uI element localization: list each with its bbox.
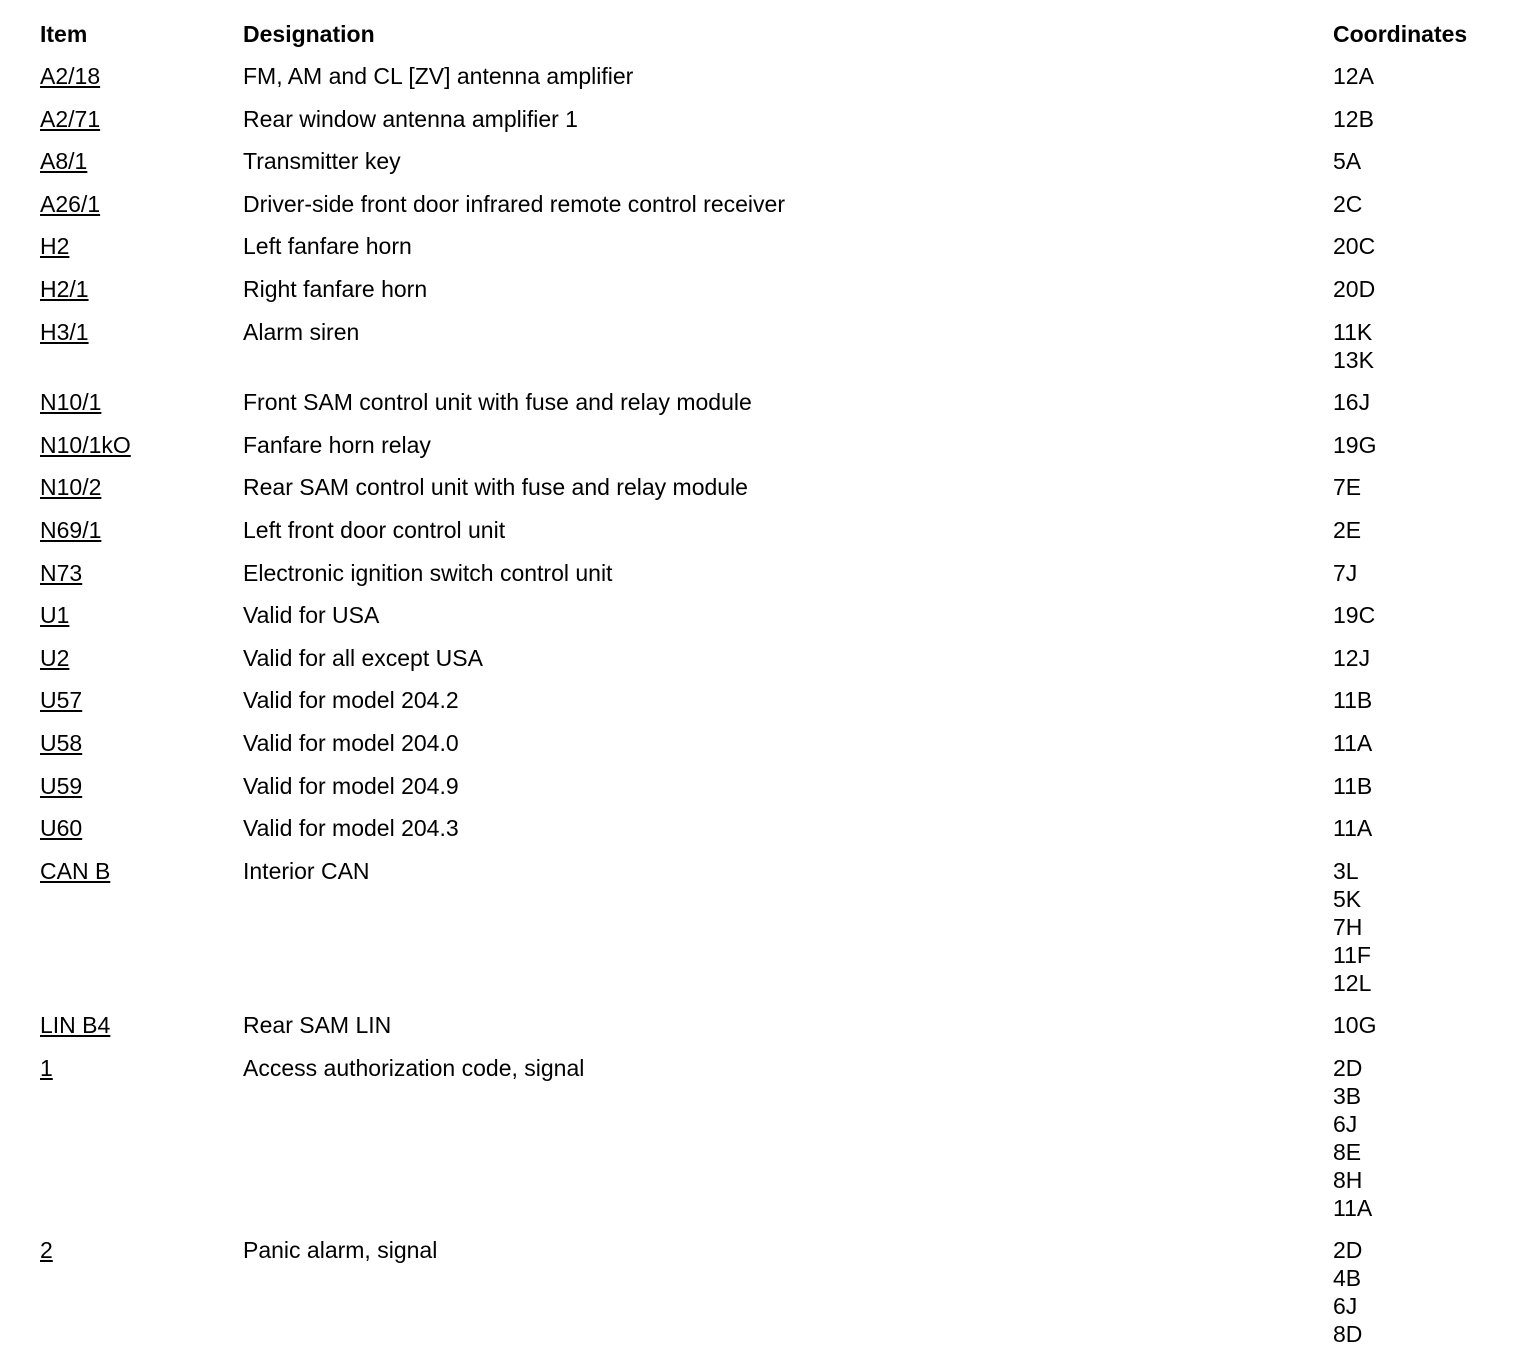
item-cell (40, 772, 243, 800)
designation-cell: Left front door control unit (243, 516, 506, 543)
coordinate-value: 8D (1333, 1321, 1363, 1348)
item-link[interactable]: A26/1 (40, 190, 101, 217)
coordinates-cell (1333, 190, 1362, 218)
coordinates-cell (1333, 772, 1372, 800)
item-cell (40, 814, 243, 842)
designation-cell: FM, AM and CL [ZV] antenna amplifier (243, 63, 634, 89)
coordinates-cell (1333, 1011, 1376, 1039)
designation-cell: Transmitter key (243, 148, 401, 175)
designation-cell: Fanfare horn relay (243, 431, 431, 458)
designation-cell: Valid for model 204.2 (243, 687, 459, 714)
item-cell (40, 232, 243, 260)
item-link[interactable]: 1 (40, 1054, 53, 1081)
coordinate-value: 3B (1333, 1082, 1362, 1109)
item-link[interactable]: A2/71 (40, 105, 101, 132)
item-cell (40, 729, 243, 757)
coordinates-cell (1333, 388, 1370, 416)
table-row (40, 559, 1520, 587)
coordinates-cell (1333, 814, 1372, 842)
designation-cell: Rear SAM control unit with fuse and relay module (243, 474, 748, 501)
coordinate-value: 5K (1333, 885, 1362, 912)
item-cell (40, 147, 243, 175)
coordinates-cell (1333, 1054, 1372, 1222)
item-cell (40, 1236, 243, 1264)
header-item: Item (40, 21, 88, 47)
table-header (40, 20, 1520, 48)
item-cell (40, 190, 243, 218)
item-cell (40, 1054, 243, 1082)
coordinates-cell (1333, 232, 1375, 260)
table-row (40, 473, 1520, 501)
table-row (40, 601, 1520, 629)
coordinate-value: 11B (1333, 772, 1373, 799)
coordinate-value: 20D (1333, 275, 1376, 302)
coordinate-value: 2E (1333, 516, 1362, 543)
item-link[interactable]: N10/1 (40, 389, 102, 416)
coordinate-value: 5A (1333, 148, 1362, 175)
designation-cell: Interior CAN (243, 857, 370, 884)
coordinate-value: 13K (1333, 346, 1374, 373)
designation-cell: Right fanfare horn (243, 275, 428, 302)
item-link[interactable]: N10/1kO (40, 431, 131, 458)
coordinate-value: 11A (1333, 1194, 1373, 1221)
item-cell (40, 686, 243, 714)
coordinates-cell (1333, 729, 1372, 757)
item-cell (40, 601, 243, 629)
coordinate-value: 12J (1333, 644, 1371, 671)
coordinates-cell (1333, 1236, 1362, 1348)
item-cell (40, 473, 243, 501)
designation-cell: Panic alarm, signal (243, 1237, 438, 1264)
coordinate-value: 4B (1333, 1265, 1362, 1292)
coordinate-value: 2C (1333, 190, 1363, 217)
coordinates-cell (1333, 431, 1376, 459)
item-cell (40, 431, 243, 459)
item-cell (40, 275, 243, 303)
coordinate-value: 7J (1333, 559, 1358, 586)
table-row (40, 105, 1520, 133)
header-coordinates: Coordinates (1333, 21, 1468, 47)
table-row (40, 644, 1520, 672)
item-link[interactable]: N69/1 (40, 516, 102, 543)
coordinate-value: 12A (1333, 63, 1374, 89)
coordinates-cell (1333, 559, 1357, 587)
item-cell (40, 857, 243, 885)
item-link[interactable]: A8/1 (40, 148, 88, 175)
coordinate-value: 12B (1333, 105, 1374, 132)
item-cell (40, 318, 243, 346)
table-row (40, 772, 1520, 800)
item-link[interactable]: LIN B4 (40, 1012, 111, 1039)
item-cell (40, 1011, 243, 1039)
item-link[interactable]: U1 (40, 602, 70, 629)
coordinate-value: 11A (1333, 729, 1373, 756)
coordinates-cell (1333, 686, 1372, 714)
designation-cell: Valid for model 204.0 (243, 729, 459, 756)
coordinate-value: 2D (1333, 1237, 1363, 1264)
coordinates-cell (1333, 644, 1370, 672)
coordinate-value: 11B (1333, 687, 1373, 714)
designation-cell: Valid for model 204.3 (243, 815, 459, 842)
coordinates-cell (1333, 857, 1371, 997)
designation-cell: Rear window antenna amplifier 1 (243, 105, 578, 132)
table-row (40, 190, 1520, 218)
table-row (40, 814, 1520, 842)
table-row (40, 388, 1520, 416)
designation-cell: Front SAM control unit with fuse and relay module (243, 389, 752, 416)
designation-cell: Alarm siren (243, 318, 360, 345)
coordinate-value: 10G (1333, 1012, 1377, 1039)
item-link[interactable]: U60 (40, 815, 83, 842)
item-cell (40, 516, 243, 544)
coordinate-value: 20C (1333, 233, 1376, 260)
coordinate-value: 6J (1333, 1110, 1358, 1137)
table-row (40, 686, 1520, 714)
coordinate-value: 7H (1333, 913, 1363, 940)
item-link[interactable]: A2/18 (40, 63, 101, 89)
designation-cell: Electronic ignition switch control unit (243, 559, 613, 586)
item-cell (40, 559, 243, 587)
designation-cell: Driver-side front door infrared remote control receiver (243, 190, 785, 217)
item-link[interactable]: H3/1 (40, 318, 89, 345)
coordinate-value: 12L (1333, 969, 1372, 996)
designation-cell: Valid for model 204.9 (243, 772, 459, 799)
coordinate-value: 16J (1333, 389, 1371, 416)
item-link[interactable]: U59 (40, 772, 83, 799)
coordinate-value: 11A (1333, 815, 1373, 842)
coordinate-value: 7E (1333, 474, 1362, 501)
table-row (40, 318, 1520, 374)
designation-cell: Left fanfare horn (243, 233, 412, 260)
coordinates-cell (1333, 147, 1361, 175)
header-designation: Designation (243, 21, 375, 47)
coordinates-cell (1333, 473, 1361, 501)
table-row (40, 1011, 1520, 1039)
table-row (40, 232, 1520, 260)
designation-cell: Valid for USA (243, 602, 380, 629)
item-cell (40, 388, 243, 416)
coordinate-value: 3L (1333, 857, 1359, 884)
item-link[interactable]: U58 (40, 729, 83, 756)
coordinates-cell (1333, 275, 1375, 303)
table-body (40, 62, 1520, 1348)
item-link[interactable]: 2 (40, 1237, 53, 1264)
designation-cell: Access authorization code, signal (243, 1054, 585, 1081)
table-row (40, 729, 1520, 757)
coordinates-cell (1333, 601, 1375, 629)
table-row (40, 275, 1520, 303)
item-cell (40, 644, 243, 672)
item-link[interactable]: N10/2 (40, 474, 102, 501)
table-row (40, 516, 1520, 544)
coordinate-value: 11F (1333, 941, 1371, 968)
item-link[interactable]: H2/1 (40, 275, 89, 302)
coordinate-value: 11K (1333, 318, 1373, 345)
coordinate-value: 8H (1333, 1166, 1363, 1193)
coordinate-value: 19C (1333, 602, 1376, 629)
coordinate-value: 8E (1333, 1138, 1362, 1165)
coordinates-cell (1333, 516, 1361, 544)
table-row (40, 857, 1520, 997)
coordinates-cell (1333, 62, 1374, 90)
item-link[interactable]: U2 (40, 644, 70, 671)
table-row (40, 147, 1520, 175)
item-cell (40, 62, 243, 90)
coordinate-value: 2D (1333, 1054, 1363, 1081)
table-row (40, 431, 1520, 459)
item-link[interactable]: H2 (40, 233, 70, 260)
coordinate-value: 6J (1333, 1293, 1358, 1320)
coordinates-cell (1333, 105, 1374, 133)
item-link[interactable]: CAN B (40, 857, 111, 884)
table-row (40, 1054, 1520, 1222)
item-link[interactable]: U57 (40, 687, 83, 714)
coordinates-cell (1333, 318, 1374, 374)
designation-cell: Valid for all except USA (243, 644, 483, 671)
item-cell (40, 105, 243, 133)
coordinate-value: 19G (1333, 431, 1377, 458)
item-link[interactable]: N73 (40, 559, 83, 586)
designation-cell: Rear SAM LIN (243, 1012, 392, 1039)
table-row (40, 62, 1520, 90)
table-row (40, 1236, 1520, 1348)
